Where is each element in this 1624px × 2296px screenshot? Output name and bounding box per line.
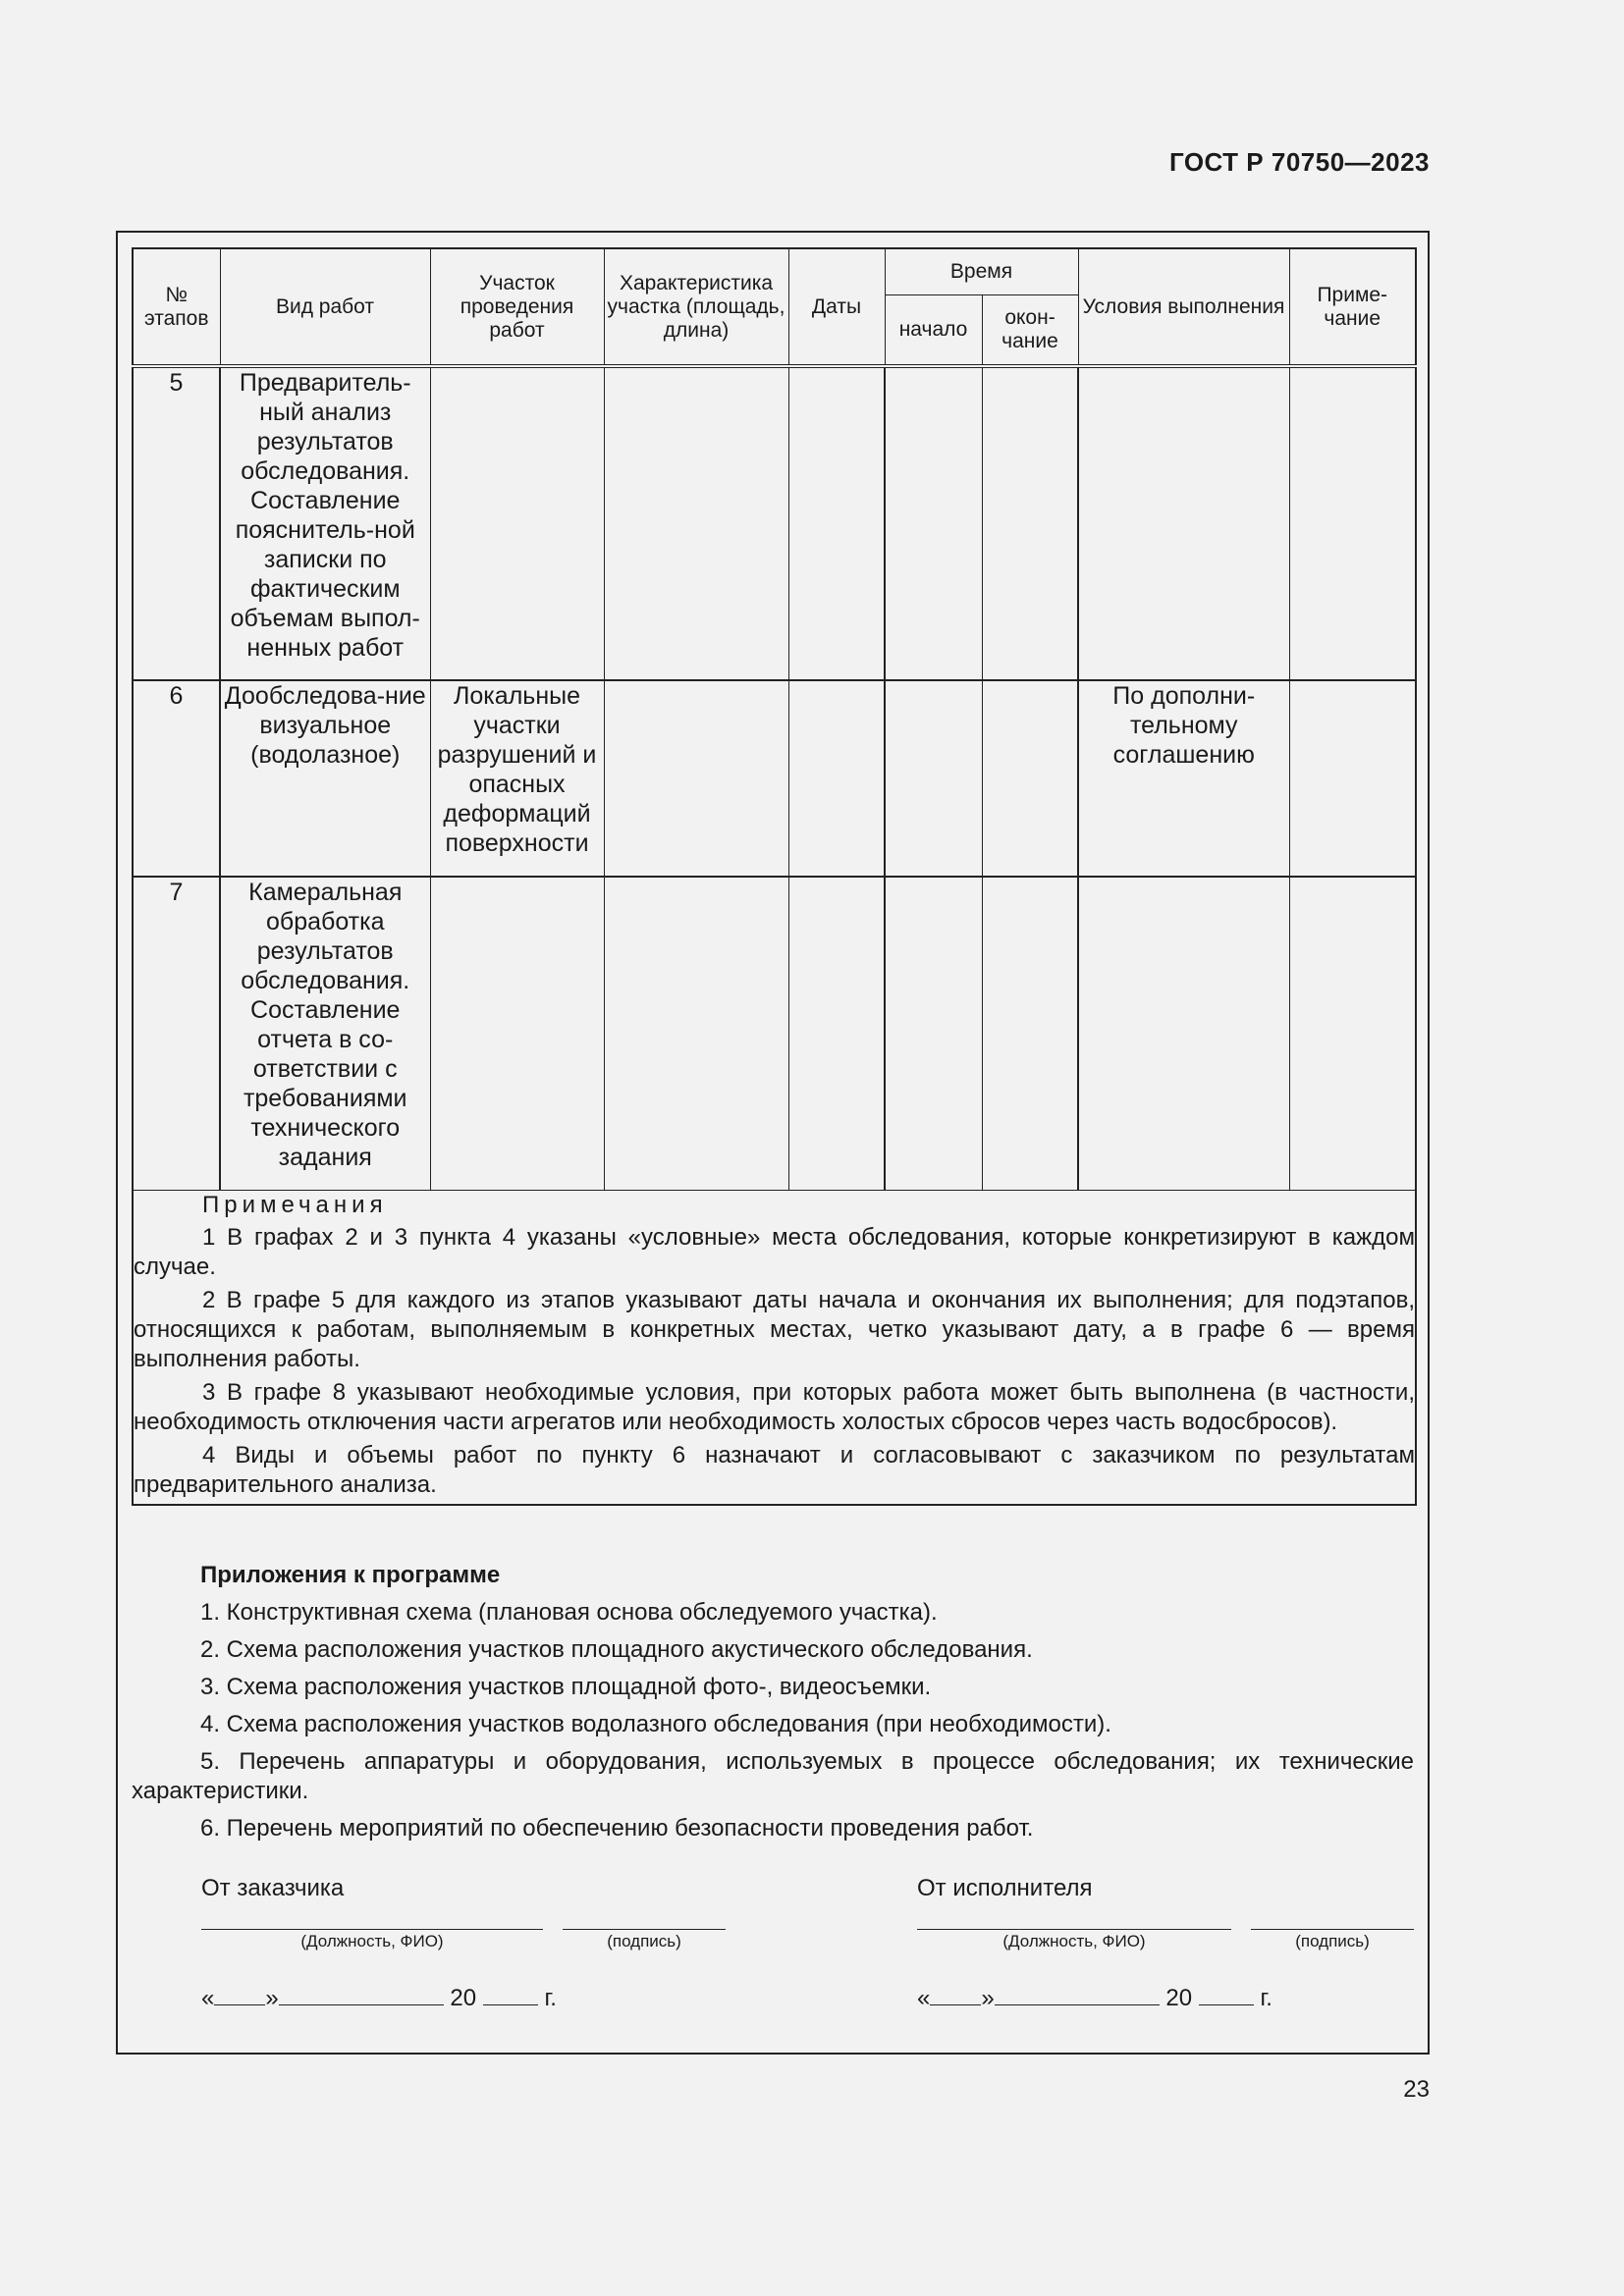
note-item: 4 Виды и объемы работ по пункту 6 назначают и согласовывают с заказчиком по результатам предварительного анализа. xyxy=(134,1441,1415,1498)
header-time-end: окон-чание xyxy=(982,294,1078,366)
cell-site-characteristic xyxy=(604,680,788,877)
year-prefix: 20 xyxy=(450,1985,477,2011)
contractor-label: От исполнителя xyxy=(917,1875,1093,1901)
year-prefix: 20 xyxy=(1165,1985,1193,2011)
appendix-item: 4. Схема расположения участков водолазного обследования (при необходимости). xyxy=(200,1711,1111,1737)
date-open-quote: « xyxy=(201,1985,215,2011)
header-stage-no: № этапов xyxy=(133,248,220,366)
cell-note xyxy=(1289,680,1416,877)
header-site-characteristic: Характеристика участка (площадь, длина) xyxy=(604,248,788,366)
cell-time-start xyxy=(885,680,982,877)
customer-label: От заказчика xyxy=(201,1875,345,1901)
table-row xyxy=(133,877,1416,1190)
contractor-signature-caption: (подпись) xyxy=(1295,1932,1370,1950)
note-item: 2 В графе 5 для каждого из этапов указывают даты начала и окончания их выполнения; для подэтапов, относящихся к работам, выполняемым в конкретных местах, четко указывают дату, а в графе 6 — время выполнения работы. xyxy=(134,1286,1415,1372)
header-dates: Даты xyxy=(788,248,885,366)
customer-position-line[interactable] xyxy=(201,1929,543,1930)
cell-time-end xyxy=(982,366,1078,680)
cell-time-start xyxy=(885,366,982,680)
customer-signature-block xyxy=(201,1875,751,2022)
cell-conditions: По дополни-тельному соглашению xyxy=(1078,680,1289,877)
header-conditions: Условия выполнения xyxy=(1078,248,1289,366)
customer-position-caption: (Должность, ФИО) xyxy=(300,1932,444,1950)
day-blank[interactable] xyxy=(214,1983,265,2005)
contractor-signature-line[interactable] xyxy=(1251,1929,1414,1930)
note-item: 3 В графе 8 указывают необходимые условия, при которых работа может быть выполнена (в частности, необходимость отключения части агрегатов или необходимость холостых сбросов через часть водосбросов). xyxy=(134,1378,1415,1435)
cell-site-characteristic xyxy=(604,366,788,680)
year-blank[interactable] xyxy=(1199,1983,1254,2005)
contractor-position-caption: (Должность, ФИО) xyxy=(1002,1932,1146,1950)
contractor-date xyxy=(917,1983,1272,2012)
header-note: Приме-чание xyxy=(1289,248,1416,366)
cell-work-type: Предваритель-ный анализ результатов обследования. Составление пояснитель-ной записки по фактическим объемам выпол-ненных работ xyxy=(220,366,430,680)
cell-dates xyxy=(788,366,885,680)
date-close-quote: » xyxy=(265,1985,279,2011)
table-row xyxy=(133,366,1416,680)
date-open-quote: « xyxy=(917,1985,931,2011)
month-blank[interactable] xyxy=(279,1983,444,2005)
date-close-quote: » xyxy=(981,1985,995,2011)
header-work-type: Вид работ xyxy=(220,248,430,366)
cell-conditions xyxy=(1078,366,1289,680)
appendix-item: 3. Схема расположения участков площадной фото-, видеосъемки. xyxy=(200,1674,932,1700)
appendix-item: 1. Конструктивная схема (плановая основа обследуемого участка). xyxy=(200,1599,938,1626)
cell-conditions xyxy=(1078,877,1289,1190)
program-table xyxy=(132,247,1417,1506)
cell-time-start xyxy=(885,877,982,1190)
header-site: Участок проведения работ xyxy=(430,248,604,366)
contractor-position-line[interactable] xyxy=(917,1929,1231,1930)
cell-stage-no: 6 xyxy=(133,680,220,877)
appendix-item: 6. Перечень мероприятий по обеспечению безопасности проведения работ. xyxy=(200,1815,1034,1842)
table-row xyxy=(133,680,1416,877)
note-item: 1 В графах 2 и 3 пункта 4 указаны «условные» места обследования, которые конкретизируют в каждом случае. xyxy=(134,1223,1415,1280)
cell-work-type: Дообследова-ние визуальное (водолазное) xyxy=(220,680,430,877)
document-code: ГОСТ Р 70750—2023 xyxy=(1168,147,1430,177)
year-suffix: г. xyxy=(544,1985,557,2011)
cell-note xyxy=(1289,366,1416,680)
header-time: Время xyxy=(885,248,1078,294)
customer-signature-caption: (подпись) xyxy=(607,1932,681,1950)
notes-title: Примечания xyxy=(202,1191,388,1218)
cell-work-type: Камеральная обработка результатов обследования. Составление отчета в со-ответствии с требованиями технического задания xyxy=(220,877,430,1190)
cell-dates xyxy=(788,877,885,1190)
cell-time-end xyxy=(982,680,1078,877)
cell-site xyxy=(430,366,604,680)
year-blank[interactable] xyxy=(483,1983,538,2005)
cell-dates xyxy=(788,680,885,877)
year-suffix: г. xyxy=(1260,1985,1272,2011)
cell-time-end xyxy=(982,877,1078,1190)
customer-signature-line[interactable] xyxy=(563,1929,726,1930)
page-number: 23 xyxy=(1403,2076,1430,2103)
appendices-section xyxy=(132,1561,1414,1851)
cell-site xyxy=(430,877,604,1190)
appendix-item: 2. Схема расположения участков площадного акустического обследования. xyxy=(200,1636,1033,1663)
day-blank[interactable] xyxy=(930,1983,981,2005)
appendix-item: 5. Перечень аппаратуры и оборудования, используемых в процессе обследования; их технические характеристики. xyxy=(132,1748,1414,1804)
notes-block xyxy=(133,1190,1416,1505)
cell-site: Локальные участки разрушений и опасных деформаций поверхности xyxy=(430,680,604,877)
cell-stage-no: 7 xyxy=(133,877,220,1190)
header-time-start: начало xyxy=(885,294,982,366)
contractor-signature-block xyxy=(917,1875,1418,2022)
appendices-title: Приложения к программе xyxy=(200,1562,501,1588)
month-blank[interactable] xyxy=(995,1983,1160,2005)
cell-site-characteristic xyxy=(604,877,788,1190)
cell-stage-no: 5 xyxy=(133,366,220,680)
cell-note xyxy=(1289,877,1416,1190)
customer-date xyxy=(201,1983,557,2012)
